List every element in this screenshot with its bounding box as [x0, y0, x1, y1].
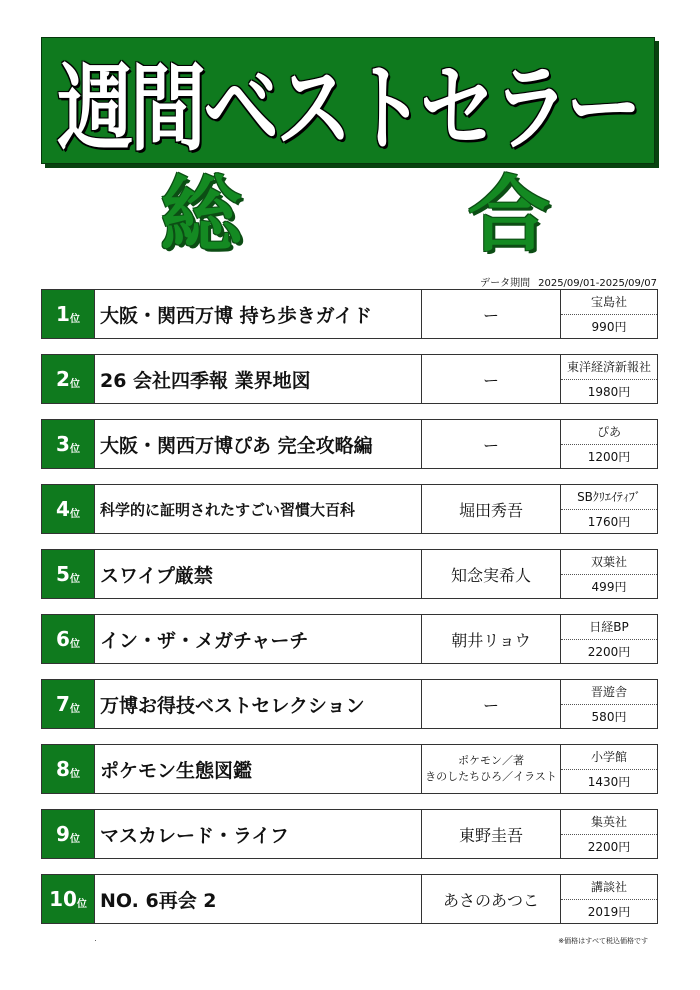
- data-period: [480, 274, 657, 289]
- rank-number: 7: [56, 692, 70, 716]
- rank-badge: [42, 485, 94, 533]
- book-price: 2019円: [587, 904, 631, 919]
- rank-badge: [42, 550, 94, 598]
- ranking-row-7: [41, 679, 658, 729]
- rank-badge: [42, 745, 94, 793]
- ranking-row-2: [41, 354, 658, 404]
- book-price: 499円: [591, 579, 627, 594]
- book-publisher: 宝島社: [561, 290, 657, 315]
- publisher-price-cell: [560, 355, 657, 403]
- ranking-row-6: [41, 614, 658, 664]
- rank-badge: [42, 810, 94, 858]
- book-price: 1200円: [587, 449, 631, 464]
- rank-number: 9: [56, 822, 70, 846]
- publisher-price-cell: [560, 875, 657, 923]
- rank-number: 1: [56, 302, 70, 326]
- rank-number: 3: [56, 432, 70, 456]
- book-title: 26 会社四季報 業界地図: [94, 355, 421, 403]
- rank-suffix: 位: [69, 638, 80, 650]
- rank-badge: [42, 875, 94, 923]
- publisher-price-cell: [560, 680, 657, 728]
- book-publisher: 集英社: [561, 810, 657, 835]
- publisher-price-cell: [560, 810, 657, 858]
- rank-number: 2: [56, 367, 70, 391]
- category-char-1: 総: [160, 168, 243, 263]
- publisher-price-cell: [560, 615, 657, 663]
- book-title: NO. 6再会 2: [94, 875, 421, 923]
- rank-number: 6: [56, 627, 70, 651]
- book-author: ー: [421, 680, 560, 728]
- book-publisher: 晋遊舎: [561, 680, 657, 705]
- rank-suffix: 位: [69, 833, 80, 845]
- ranking-row-8: [41, 744, 658, 794]
- book-publisher: 講談社: [561, 875, 657, 900]
- book-title: マスカレード・ライフ: [94, 810, 421, 858]
- category-heading: [160, 168, 550, 263]
- book-author: ー: [421, 355, 560, 403]
- ranking-row-10: [41, 874, 658, 924]
- rank-suffix: 位: [69, 378, 80, 390]
- publisher-price-cell: [560, 485, 657, 533]
- rank-number: 4: [56, 497, 70, 521]
- rank-suffix: 位: [69, 508, 80, 520]
- book-publisher: SBｸﾘｴｲﾃｨﾌﾞ: [561, 485, 657, 510]
- book-price: 2200円: [587, 839, 631, 854]
- rank-badge: [42, 420, 94, 468]
- book-author: 東野圭吾: [421, 810, 560, 858]
- rank-number: 8: [56, 757, 70, 781]
- title-banner: [41, 37, 655, 164]
- data-period-range: 2025/09/01-2025/09/07: [538, 278, 657, 289]
- book-title: ポケモン生態図鑑: [94, 745, 421, 793]
- rank-badge: [42, 355, 94, 403]
- rank-badge: [42, 680, 94, 728]
- category-char-2: 合: [467, 168, 550, 263]
- book-price: 990円: [591, 319, 627, 334]
- book-author: 朝井リョウ: [421, 615, 560, 663]
- book-author: ー: [421, 420, 560, 468]
- ranking-row-9: [41, 809, 658, 859]
- ranking-row-1: [41, 289, 658, 339]
- ranking-row-4: [41, 484, 658, 534]
- book-price: 1980円: [587, 384, 631, 399]
- rank-number: 5: [56, 562, 70, 586]
- rank-suffix: 位: [69, 768, 80, 780]
- publisher-price-cell: [560, 290, 657, 338]
- book-publisher: 日経BP: [561, 615, 657, 640]
- data-period-label: データ期間: [480, 278, 531, 289]
- price-footnote: ※価格はすべて税込価格です: [558, 937, 648, 945]
- book-publisher: ぴあ: [561, 420, 657, 445]
- rank-badge: [42, 290, 94, 338]
- publisher-price-cell: [560, 550, 657, 598]
- book-title: 科学的に証明されたすごい習慣大百科: [94, 485, 421, 533]
- book-title: イン・ザ・メガチャーチ: [94, 615, 421, 663]
- book-author: 知念実希人: [421, 550, 560, 598]
- book-author: ー: [421, 290, 560, 338]
- rank-badge: [42, 615, 94, 663]
- book-price: 1430円: [587, 774, 631, 789]
- rank-suffix: 位: [69, 573, 80, 585]
- publisher-price-cell: [560, 745, 657, 793]
- book-price: 580円: [591, 709, 627, 724]
- rank-number: 10: [49, 887, 77, 911]
- rank-suffix: 位: [69, 703, 80, 715]
- book-title: 大阪・関西万博ぴあ 完全攻略編: [94, 420, 421, 468]
- book-author: 堀田秀吾: [421, 485, 560, 533]
- book-publisher: 小学館: [561, 745, 657, 770]
- book-title: スワイプ厳禁: [94, 550, 421, 598]
- page-title: 週間ベストセラー: [57, 52, 639, 164]
- book-author-line: ポケモン／著: [458, 754, 524, 767]
- publisher-price-cell: [560, 420, 657, 468]
- book-price: 1760円: [587, 514, 631, 529]
- book-author: [421, 745, 560, 793]
- book-price: 2200円: [587, 644, 631, 659]
- rank-suffix: 位: [69, 313, 80, 325]
- book-illustrator-line: きのしたちひろ／イラスト: [425, 770, 557, 783]
- ranking-row-3: [41, 419, 658, 469]
- book-title: 万博お得技ベストセレクション: [94, 680, 421, 728]
- ranking-row-5: [41, 549, 658, 599]
- book-author: あさのあつこ: [421, 875, 560, 923]
- rank-suffix: 位: [69, 443, 80, 455]
- book-publisher: 東洋経済新報社: [561, 355, 657, 380]
- stray-dot: [95, 940, 96, 941]
- book-publisher: 双葉社: [561, 550, 657, 575]
- book-title: 大阪・関西万博 持ち歩きガイド: [94, 290, 421, 338]
- rank-suffix: 位: [76, 898, 87, 910]
